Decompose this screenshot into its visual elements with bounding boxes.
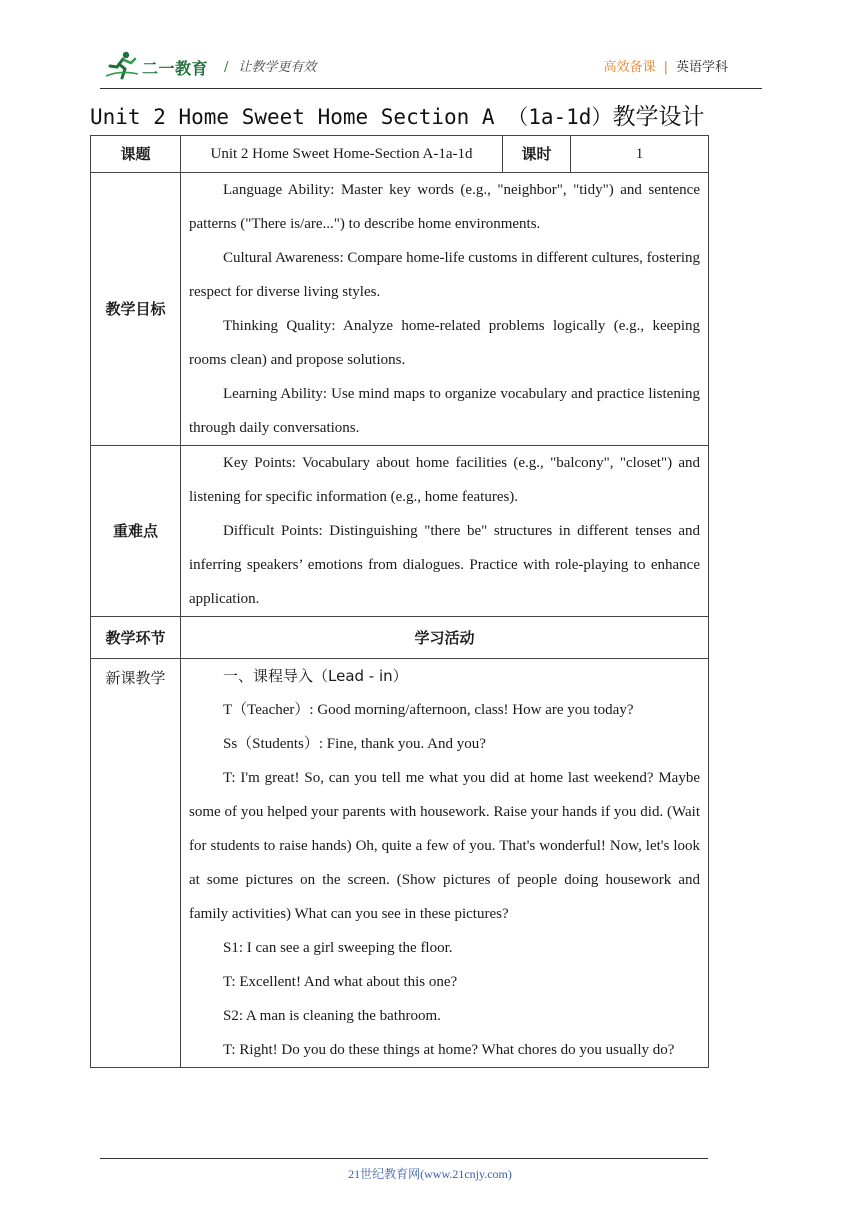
objectives-row bbox=[91, 173, 709, 446]
logo-text: 二一教育 bbox=[142, 59, 209, 78]
dialogue-line: T: Right! Do you do these things at home? What chores do you usually do? bbox=[223, 1042, 675, 1058]
objective-paragraph: Cultural Awareness: Compare home-life customs in different cultures, fostering respect for diverse living styles. bbox=[189, 250, 700, 300]
section-heading: 一、课程导入（Lead - in） bbox=[223, 667, 408, 685]
sections-header-row bbox=[91, 617, 709, 659]
page-header bbox=[100, 48, 762, 88]
dialogue-line: S1: I can see a girl sweeping the floor. bbox=[223, 940, 453, 956]
sections-label: 教学环节 bbox=[91, 617, 181, 659]
key-points-content bbox=[181, 446, 709, 617]
dialogue-line: T: Excellent! And what about this one? bbox=[223, 974, 458, 990]
new-lesson-content bbox=[181, 659, 709, 1068]
brand-course: 高效备课 bbox=[603, 60, 656, 75]
document-title bbox=[90, 98, 770, 131]
key-point-paragraph: Difficult Points: Distinguishing "there be" structures in different tenses and inferring speakers’ emotions from dialogues. Practice with role-playing to enhance application. bbox=[189, 523, 700, 607]
dialogue-line: S2: A man is cleaning the bathroom. bbox=[223, 1008, 441, 1024]
runner-icon bbox=[104, 50, 140, 82]
key-points-row bbox=[91, 446, 709, 617]
period-label: 课时 bbox=[503, 136, 571, 173]
slogan bbox=[224, 56, 316, 75]
title-chinese: 教学设计 bbox=[612, 104, 705, 130]
dialogue-line: T（Teacher）: Good morning/afternoon, class! How are you today? bbox=[223, 702, 634, 718]
objective-paragraph: Language Ability: Master key words (e.g., "neighbor", "tidy") and sentence patterns ("There is/are...") to describe home environments. bbox=[189, 182, 700, 232]
period-value: 1 bbox=[571, 136, 709, 173]
activities-label: 学习活动 bbox=[181, 617, 709, 659]
new-lesson-row bbox=[91, 659, 709, 1068]
key-points-label: 重难点 bbox=[91, 446, 181, 617]
dialogue-line: Ss（Students）: Fine, thank you. And you? bbox=[223, 736, 486, 752]
subject-label: 英语学科 bbox=[675, 60, 728, 75]
dialogue-line: T: I'm great! So, can you tell me what you did at home last weekend? Maybe some of you helped your parents with housework. Raise your hands if you did. (Wait for students to raise hands) Oh, quite a few of you. That's wonderful! Now, let's look at some pictures on the screen. (Show pictures of people doing housework and family activities) What can you see in these pictures? bbox=[189, 770, 700, 922]
objective-paragraph: Thinking Quality: Analyze home-related problems logically (e.g., keeping rooms clean) and propose solutions. bbox=[189, 318, 700, 368]
logo bbox=[104, 50, 222, 82]
topic-row bbox=[91, 136, 709, 173]
key-point-paragraph: Key Points: Vocabulary about home facilities (e.g., "balcony", "closet") and listening for specific information (e.g., home features). bbox=[189, 455, 700, 505]
objective-paragraph: Learning Ability: Use mind maps to organize vocabulary and practice listening through daily conversations. bbox=[189, 386, 700, 436]
topic-value: Unit 2 Home Sweet Home-Section A-1a-1d bbox=[181, 136, 503, 173]
topic-label: 课题 bbox=[91, 136, 181, 173]
footer-rule bbox=[100, 1158, 708, 1159]
new-lesson-label: 新课教学 bbox=[91, 659, 181, 1068]
pipe-divider: | bbox=[663, 60, 668, 75]
header-right bbox=[604, 56, 728, 75]
slash-divider: / bbox=[224, 60, 229, 75]
objectives-label: 教学目标 bbox=[91, 173, 181, 446]
slogan-text: 让教学更有效 bbox=[238, 60, 317, 75]
title-english: Unit 2 Home Sweet Home Section A （1a-1d） bbox=[90, 105, 613, 129]
header-rule bbox=[100, 88, 762, 89]
objectives-content bbox=[181, 173, 709, 446]
lesson-plan-table bbox=[90, 135, 709, 1068]
footer-website[interactable]: 21世纪教育网(www.21cnjy.com) bbox=[348, 1167, 512, 1181]
